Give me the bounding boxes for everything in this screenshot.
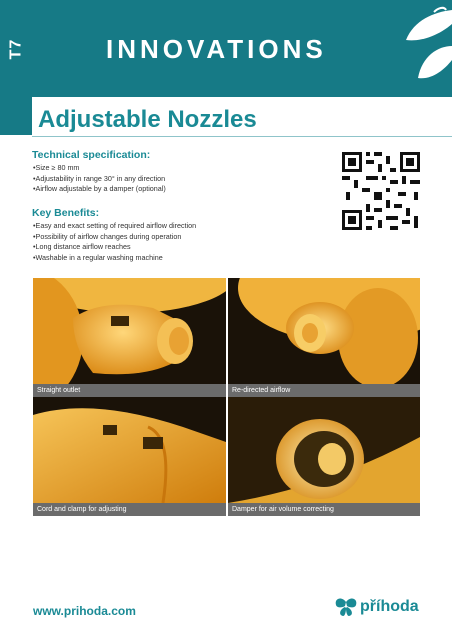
brand-name: příhoda [360, 598, 419, 615]
page-number-tab [0, 0, 32, 135]
page-number: T7 [6, 38, 24, 59]
photo-caption: Cord and clamp for adjusting [33, 503, 226, 516]
page-title: Adjustable Nozzles [38, 106, 257, 133]
header-title: INNOVATIONS [106, 34, 327, 64]
website-link[interactable]: www.prihoda.com [33, 604, 136, 618]
title-divider [32, 136, 452, 137]
photo-straight-outlet [33, 278, 226, 384]
qr-code-icon[interactable] [340, 150, 422, 232]
list-item: • Possibility of airflow changes during operation [33, 232, 196, 243]
photo-damper [228, 397, 420, 503]
photo-caption: Re-directed airflow [228, 384, 420, 397]
key-benefits-list [33, 221, 196, 263]
butterfly-icon [334, 596, 358, 618]
technical-spec-heading: Technical specification: [32, 149, 151, 161]
technical-spec-list [33, 163, 166, 195]
photo-caption: Straight outlet [33, 384, 226, 397]
list-item: • Washable in a regular washing machine [33, 253, 196, 264]
brand-logo [334, 596, 419, 618]
list-item: • Size ≥ 80 mm [33, 163, 166, 174]
list-item: • Adjustability in range 30° in any direction [33, 174, 166, 185]
photo-caption: Damper for air volume correcting [228, 503, 420, 516]
list-item: • Long distance airflow reaches [33, 242, 196, 253]
photo-cord-clamp [33, 397, 226, 503]
leaf-logo-icon [398, 6, 452, 94]
photo-redirected-airflow [228, 278, 420, 384]
list-item: • Airflow adjustable by a damper (optional) [33, 184, 166, 195]
list-item: • Easy and exact setting of required airflow direction [33, 221, 196, 232]
key-benefits-heading: Key Benefits: [32, 207, 100, 219]
